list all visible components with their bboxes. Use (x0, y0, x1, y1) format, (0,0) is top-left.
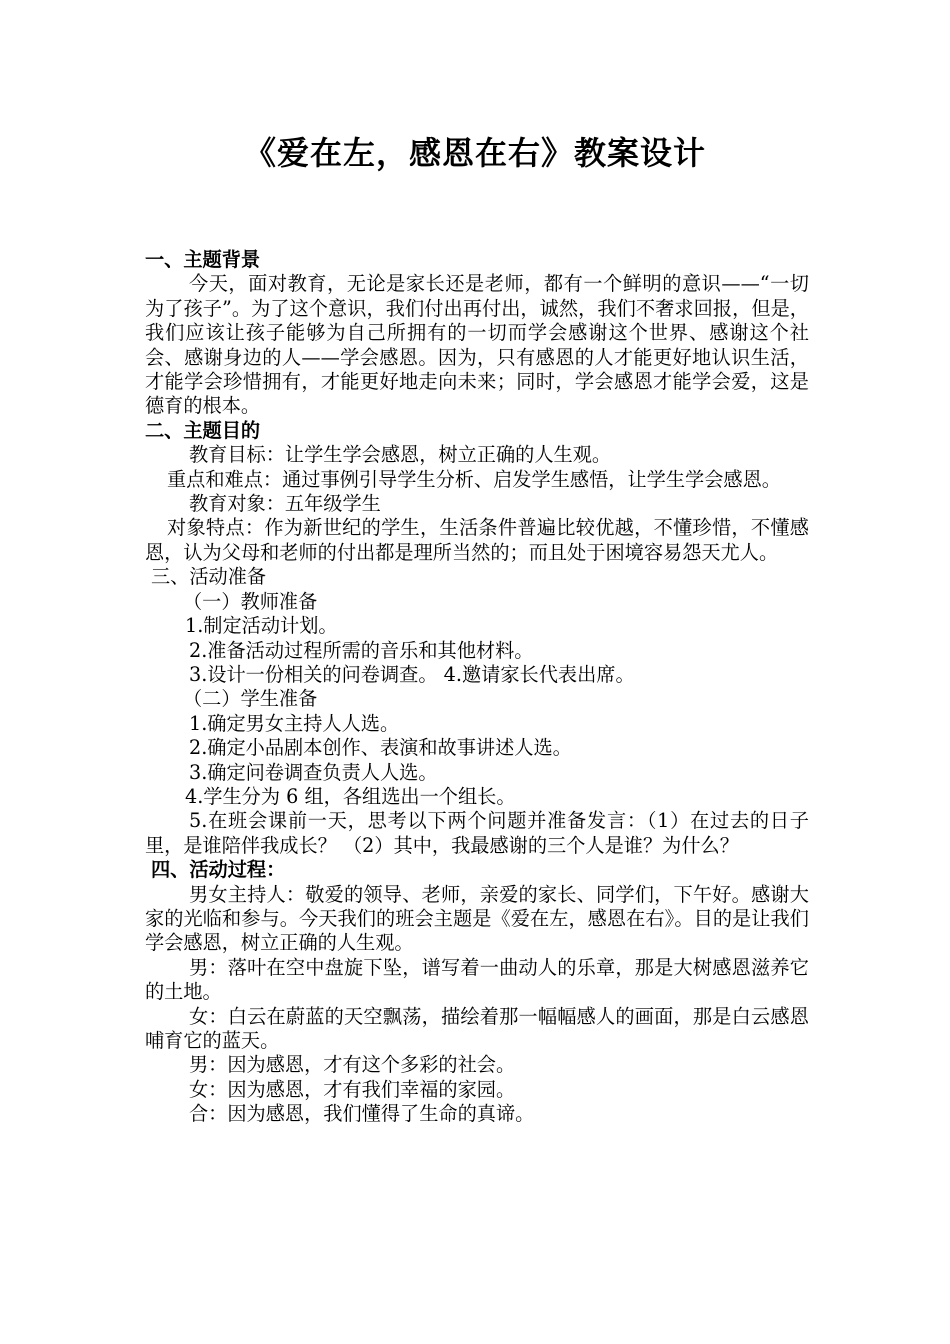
section-heading-process: 四、活动过程： (151, 858, 286, 882)
process-paragraph: 合：因为感恩，我们懂得了生命的真谛。 (189, 1102, 535, 1126)
process-paragraph: 女：因为感恩，才有我们幸福的家园。 (189, 1077, 516, 1101)
section-heading-background: 一、主题背景 (145, 248, 261, 271)
teacher-prep-item: 2.准备活动过程所需的音乐和其他材料。 (189, 638, 534, 662)
teacher-prep-item: 1.制定活动计划。 (185, 614, 338, 638)
process-paragraph: 男：因为感恩，才有这个多彩的社会。 (189, 1053, 516, 1077)
purpose-goal: 教育目标：让学生学会感恩，树立正确的人生观。 (189, 443, 612, 467)
teacher-prep-item: 3.设计一份相关的问卷调查。 4.邀请家长代表出席。 (189, 662, 635, 686)
student-prep-item: 4.学生分为 6 组，各组选出一个组长。 (185, 784, 516, 808)
process-paragraph: 男：落叶在空中盘旋下坠，谱写着一曲动人的乐章，那是大树感恩滋养它的土地。 (145, 955, 809, 1004)
section-heading-purpose: 二、主题目的 (145, 418, 261, 442)
teacher-prep-heading: （一）教师准备 (183, 589, 318, 613)
process-paragraph: 男女主持人：敬爱的领导、老师，亲爱的家长、同学们，下午好。感谢大家的光临和参与。今天我们的班会主题是《爱在左，感恩在右》。目的是让我们学会感恩，树立正确的人生观。 (145, 882, 809, 955)
background-paragraph: 今天，面对教育，无论是家长还是老师，都有一个鲜明的意识——“一切为了孩子”。为了这个意识，我们付出再付出，诚然，我们不奢求回报，但是，我们应该让孩子能够为自己所拥有的一切而学会感谢这个世界、感谢这个社会、感谢身边的人——学会感恩。因为，只有感恩的人才能更好地认识生活，才能学会珍惜拥有，才能更好地走向未来；同时，学会感恩才能学会爱，这是德育的根本。 (145, 272, 809, 418)
student-prep-item: 5.在班会课前一天，思考以下两个问题并准备发言：（1）在过去的日子里，是谁陪伴我成长？ （2）其中，我最感谢的三个人是谁？为什么？ (145, 809, 809, 857)
student-prep-heading: （二）学生准备 (183, 687, 318, 711)
process-paragraph: 女：白云在蔚蓝的天空飘荡，描绘着那一幅幅感人的画面，那是白云感恩哺育它的蓝天。 (145, 1004, 809, 1052)
purpose-focus: 重点和难点：通过事例引导学生分析、启发学生感悟，让学生学会感恩。 (167, 467, 781, 491)
section-heading-preparation: 三、活动准备 (151, 565, 267, 589)
student-prep-item: 2.确定小品剧本创作、表演和故事讲述人选。 (189, 736, 572, 760)
student-prep-item: 3.确定问卷调查负责人人选。 (189, 760, 438, 784)
student-prep-item: 1.确定男女主持人人选。 (189, 711, 400, 735)
document-title: 《爱在左，感恩在右》教案设计 (243, 134, 706, 172)
document-body (145, 248, 809, 1127)
purpose-traits: 对象特点：作为新世纪的学生，生活条件普遍比较优越，不懂珍惜，不懂感恩，认为父母和老师的付出都是理所当然的；而且处于困境容易怨天尤人。 (145, 516, 809, 564)
purpose-audience: 教育对象：五年级学生 (189, 492, 381, 516)
